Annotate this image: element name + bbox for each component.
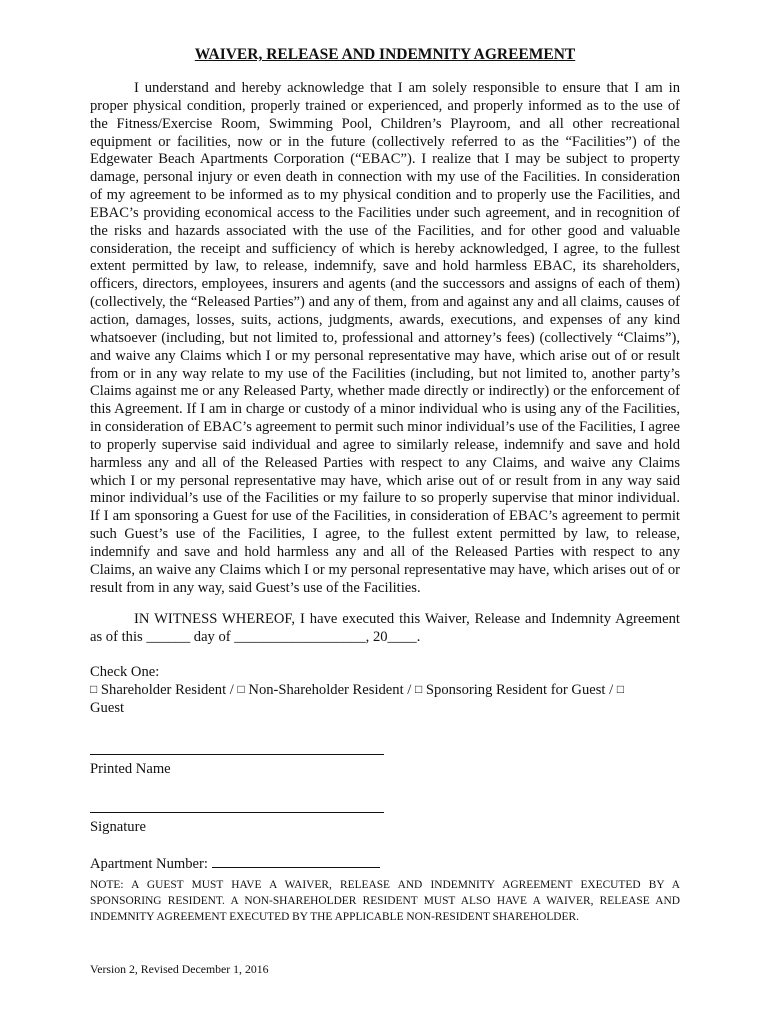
checkbox-shareholder-resident[interactable]: □	[90, 682, 98, 696]
apartment-number-label: Apartment Number:	[90, 855, 208, 872]
option-shareholder-resident-label: Shareholder Resident /	[100, 682, 234, 698]
version-footer: Version 2, Revised December 1, 2016	[90, 962, 269, 976]
resident-type-options	[90, 682, 680, 718]
body-paragraph: I understand and hereby acknowledge that I am solely responsible to ensure that I am in proper physical condition, properly trained or experienced, and properly informed as to the use of the Fitness/Exercise Room, Swimming Pool, Children’s Playroom, and all other recreational equipment or facilities, now or in the future (collectively referred to as the “Facilities”) of the Edgewater Beach Apartments Corporation (“EBAC”). I realize that I may be subject to property damage, personal injury or even death in connection with my use of the Facilities. In consideration of my agreement to be informed as to my physical condition and to properly use the Facilities, and EBAC’s providing economical access to the Facilities under such agreement, and in recognition of the risks and hazards associated with the use of the Facilities, and for other good and valuable consideration, the receipt and sufficiency of which is hereby acknowledged, I agree, to the fullest extent permitted by law, to release, indemnify, save and hold harmless EBAC, its shareholders, officers, directors, employees, insurers and agents (and the successors and assigns of each of them) (collectively, the “Released Parties”) and any of them, from and against any and all claims, causes of action, damages, losses, suits, actions, judgments, awards, executions, and expenses of any kind whatsoever (including, but not limited to, professional and attorney’s fees) (collectively “Claims”), and waive any Claims which I or my personal representative may have, which arise out of or result from or in any way relate to my use of the Facilities (including, but not limited to, another party’s Claims against me or any Released Party, whether made directly or indirectly) or the enforcement of this Agreement. If I am in charge or custody of a minor individual who is using any of the Facilities, in consideration of EBAC’s agreement to permit such minor individual’s use of the Facilities, I agree to properly supervise said individual and agree to similarly release, indemnify and save and hold harmless any and all of the Released Parties with respect to any Claims, and waive any Claims which I or my personal representative may have, which arise out of or result from in any way said minor individual’s use of the Facilities or my failure to so properly supervise that minor individual. If I am sponsoring a Guest for use of the Facilities, in consideration of EBAC’s agreement to permit such Guest’s use of the Facilities, I agree, to the fullest extent permitted by law, to release, indemnify and save and hold harmless any and all of the Released Parties with respect to any Claims, an waive any Claims which I or my personal representative may have, which arises out of or result from in any way, said Guest’s use of the Facilities.	[90, 80, 680, 596]
printed-name-block	[90, 754, 680, 778]
apartment-number-line[interactable]	[212, 854, 380, 868]
option-sponsoring-resident-label: Sponsoring Resident for Guest /	[425, 682, 614, 698]
checkbox-non-shareholder-resident[interactable]: □	[237, 682, 245, 696]
checkbox-guest[interactable]: □	[616, 682, 625, 696]
printed-name-label: Printed Name	[90, 760, 171, 777]
document-title: WAIVER, RELEASE AND INDEMNITY AGREEMENT	[194, 46, 576, 63]
check-one-label: Check One:	[90, 664, 160, 681]
guest-note: NOTE: A GUEST MUST HAVE A WAIVER, RELEASE AND INDEMNITY AGREEMENT EXECUTED BY A SPONSORING RESIDENT. A NON-SHAREHOLDER RESIDENT MUST ALSO HAVE A WAIVER, RELEASE AND INDEMNITY AGREEMENT EXECUTED BY THE APPLICABLE NON-RESIDENT SHAREHOLDER.	[90, 878, 680, 924]
option-guest-label: Guest	[90, 699, 125, 716]
printed-name-line[interactable]	[90, 754, 384, 755]
apartment-number-block	[90, 854, 680, 873]
check-one-section	[90, 664, 680, 718]
option-non-shareholder-resident-label: Non-Shareholder Resident /	[248, 682, 412, 698]
checkbox-sponsoring-resident[interactable]: □	[415, 682, 423, 696]
signature-label: Signature	[90, 818, 146, 835]
signature-line[interactable]	[90, 812, 384, 813]
signature-block	[90, 812, 680, 836]
witness-paragraph: IN WITNESS WHEREOF, I have executed this Waiver, Release and Indemnity Agreement as of this ______ day of __________________, 20____.	[90, 611, 680, 646]
document-page	[90, 46, 680, 925]
